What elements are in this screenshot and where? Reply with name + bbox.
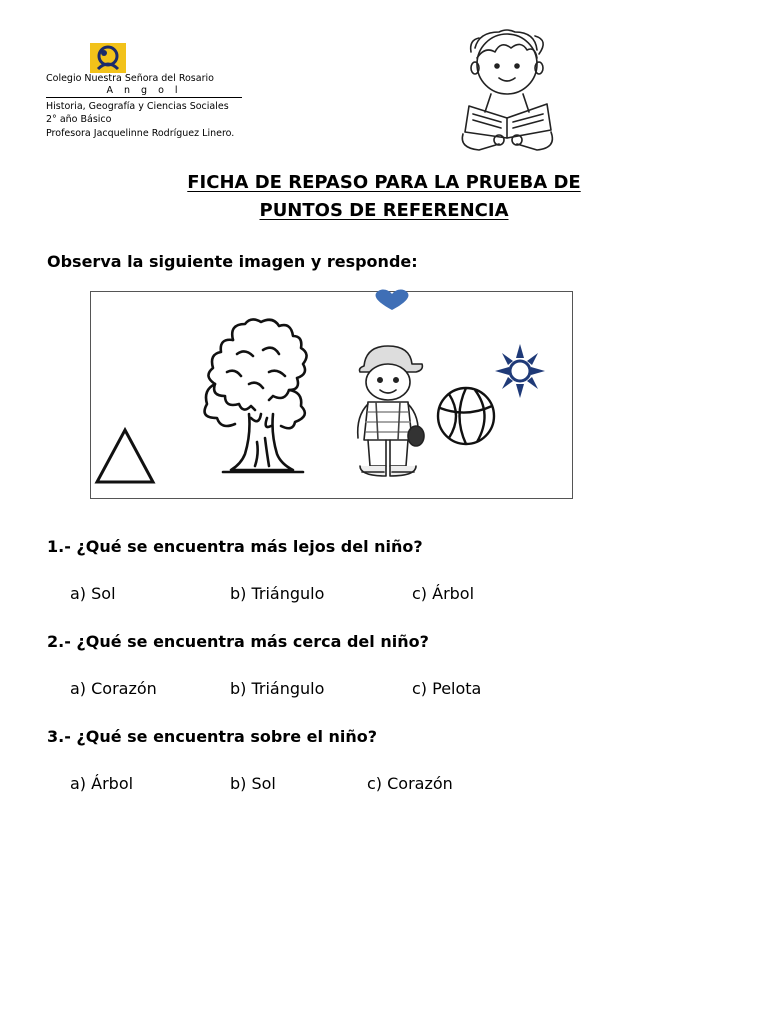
grade-level: 2° año Básico: [46, 114, 112, 125]
question-2-option-a[interactable]: a) Corazón: [70, 679, 157, 698]
question-2-option-c[interactable]: c) Pelota: [412, 679, 482, 698]
question-3-option-a[interactable]: a) Árbol: [70, 774, 134, 793]
question-1-option-a[interactable]: a) Sol: [70, 584, 116, 603]
heart-icon: [371, 288, 413, 312]
question-text: .- ¿Qué se encuentra sobre el niño?: [58, 727, 378, 746]
question-number: 1: [47, 537, 59, 556]
reference-scene: [90, 291, 573, 499]
tree-icon: [193, 314, 321, 478]
question-3: [47, 727, 377, 746]
worksheet-title-line-2: PUNTOS DE REFERENCIA: [259, 200, 509, 221]
instruction-text: Observa la siguiente imagen y responde:: [47, 252, 418, 271]
question-3-option-b[interactable]: b) Sol: [230, 774, 276, 793]
question-1-option-b[interactable]: b) Triángulo: [230, 584, 325, 603]
school-logo-icon: [90, 43, 126, 73]
teacher-name: Profesora Jacquelinne Rodríguez Linero.: [46, 128, 235, 139]
sun-icon: [495, 344, 545, 398]
ball-icon: [435, 386, 497, 446]
question-number: 3: [47, 727, 59, 746]
question-text: .- ¿Qué se encuentra más lejos del niño?: [58, 537, 423, 556]
city-line: [46, 85, 242, 98]
question-2: [47, 632, 429, 651]
question-3-option-c[interactable]: c) Corazón: [367, 774, 453, 793]
school-name: Colegio Nuestra Señora del Rosario: [46, 73, 214, 84]
boy-icon: [346, 342, 428, 484]
question-2-option-b[interactable]: b) Triángulo: [230, 679, 325, 698]
city-name: A n g o l: [106, 85, 182, 96]
question-1-option-c[interactable]: c) Árbol: [412, 584, 475, 603]
question-number: 2: [47, 632, 59, 651]
subject-name: Historia, Geografía y Ciencias Sociales: [46, 101, 229, 112]
child-reading-icon: [455, 26, 563, 154]
triangle-icon: [93, 426, 157, 486]
question-1: [47, 537, 423, 556]
worksheet-title-line-1: FICHA DE REPASO PARA LA PRUEBA DE: [187, 172, 581, 193]
question-text: .- ¿Qué se encuentra más cerca del niño?: [58, 632, 429, 651]
